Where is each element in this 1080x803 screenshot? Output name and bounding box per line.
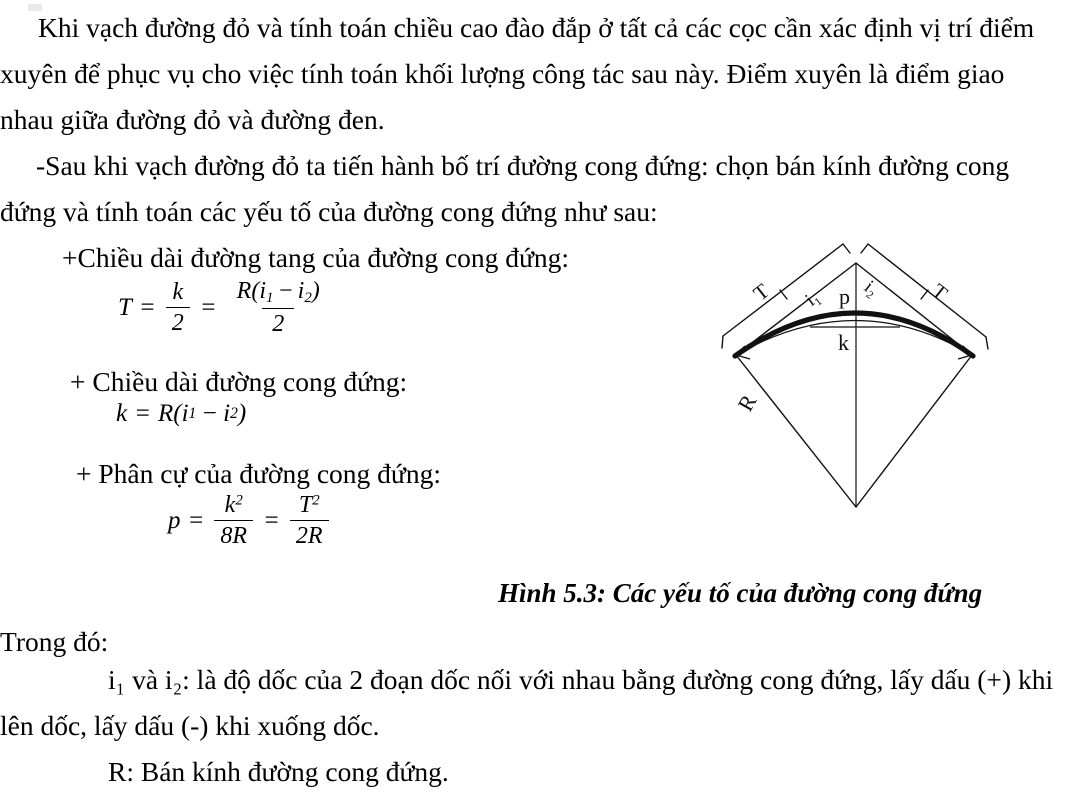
paren-close: ) — [237, 400, 247, 427]
dimension-tick-right-top — [861, 244, 868, 253]
equals-sign: = — [263, 507, 280, 534]
symbol-T: T — [298, 492, 313, 518]
formula-curve-length — [116, 400, 246, 428]
symbol-R: R — [236, 278, 252, 304]
exponent-2: 2 — [235, 492, 243, 509]
dimension-tick-left-bottom — [722, 336, 723, 348]
fraction-T2-over-2R — [290, 492, 329, 550]
figure-label-slope-i2: i₂ — [860, 276, 883, 301]
exponent-2: 2 — [312, 492, 320, 509]
symbol-i: i — [223, 400, 231, 427]
thin-arc-chord — [736, 321, 972, 356]
list-item-offset: + Phân cự của đường cong đứng: — [76, 458, 441, 489]
symbol-i: i — [181, 400, 189, 427]
body-text-line: xuyên để phục vụ cho việc tính toán khối lượng công tác sau này. Điểm xuyên là điểm giao — [0, 58, 1005, 89]
symbol-k: k — [224, 492, 236, 518]
figure-vertical-curve-diagram — [700, 230, 1020, 530]
figure-caption: Hình 5.3: Các yếu tố của đường cong đứng — [498, 578, 983, 608]
subscript-1: 1 — [188, 405, 197, 422]
subscript-1: 1 — [266, 290, 274, 307]
paren-open: ( — [173, 400, 182, 427]
vertical-curve-svg — [700, 230, 1020, 530]
radius-line-left — [736, 355, 856, 507]
subscript-2: 2 — [230, 405, 238, 422]
equals-sign: = — [187, 507, 205, 534]
figure-label-slope-i1: i₁ — [801, 286, 824, 311]
fraction-denominator: 2 — [166, 307, 190, 337]
symbol-R: R — [157, 400, 174, 427]
formula-lhs: k — [116, 400, 128, 427]
dimension-tick-left-mid — [780, 290, 787, 299]
equals-sign: = — [134, 400, 151, 427]
figure-label-radius-R: R — [732, 390, 762, 416]
subscript-2: 2 — [304, 290, 312, 307]
paren-close: ) — [311, 278, 320, 304]
equals-sign: = — [199, 294, 217, 322]
symbol-i: i — [297, 278, 305, 304]
fraction-numerator — [219, 492, 249, 520]
formula-offset — [168, 492, 332, 550]
fraction-denominator: 2R — [290, 520, 329, 550]
notes-line-slopes-cont: lên dốc, lấy dấu (-) khi xuống dốc. — [0, 710, 380, 741]
notes-line-radius: R: Bán kính đường cong đứng. — [108, 756, 449, 787]
notes-line-slopes: i₁ và i₂: là độ dốc của 2 đoạn dốc nối với nhau bằng đường cong đứng, lấy dấu (+) khi — [108, 664, 1054, 695]
minus-sign: − — [201, 400, 219, 427]
fraction-numerator — [293, 492, 326, 520]
formula-lhs: T — [118, 294, 132, 322]
formula-tangent-length — [118, 278, 333, 338]
figure-label-tangent-right: T — [927, 278, 953, 306]
figure-label-tangent-left: T — [748, 278, 774, 306]
equals-sign: = — [138, 294, 156, 322]
fraction-k-over-2 — [166, 279, 190, 337]
body-text-line: -Sau khi vạch đường đỏ ta tiến hành bố trí đường cong đứng: chọn bán kính đường cong — [36, 150, 1010, 181]
radius-line-right — [856, 355, 972, 507]
dimension-tick-right-bottom — [986, 337, 988, 349]
vertical-curve-arc — [735, 313, 973, 356]
formula-lhs: p — [168, 507, 181, 534]
fraction-numerator: k — [172, 279, 184, 306]
body-text-line: đứng và tính toán các yếu tố của đường cong đứng như sau: — [0, 196, 658, 227]
body-text-line: Khi vạch đường đỏ và tính toán chiều cao đào đắp ở tất cả các cọc cần xác định vị trí điểm — [38, 12, 1035, 43]
fraction-denominator: 2 — [262, 308, 294, 338]
fraction-k2-over-8R — [214, 492, 253, 550]
fraction-R-i1-i2-over-2 — [227, 278, 330, 338]
figure-label-offset-p: p — [839, 284, 850, 309]
list-item-curve-length: + Chiều dài đường cong đứng: — [70, 366, 408, 397]
symbol-i: i — [259, 278, 266, 304]
list-item-tangent-length: +Chiều dài đường tang của đường cong đứng: — [62, 242, 570, 273]
paren-open: ( — [251, 278, 260, 304]
body-text-line: nhau giữa đường đỏ và đường đen. — [0, 104, 385, 135]
minus-sign: − — [277, 278, 294, 304]
dimension-tick-left-top — [843, 244, 850, 253]
scan-artifact — [28, 4, 42, 11]
fraction-numerator — [227, 278, 330, 308]
figure-label-curve-k: k — [838, 330, 849, 355]
notes-intro: Trong đó: — [0, 626, 109, 657]
fraction-denominator: 8R — [214, 520, 253, 550]
